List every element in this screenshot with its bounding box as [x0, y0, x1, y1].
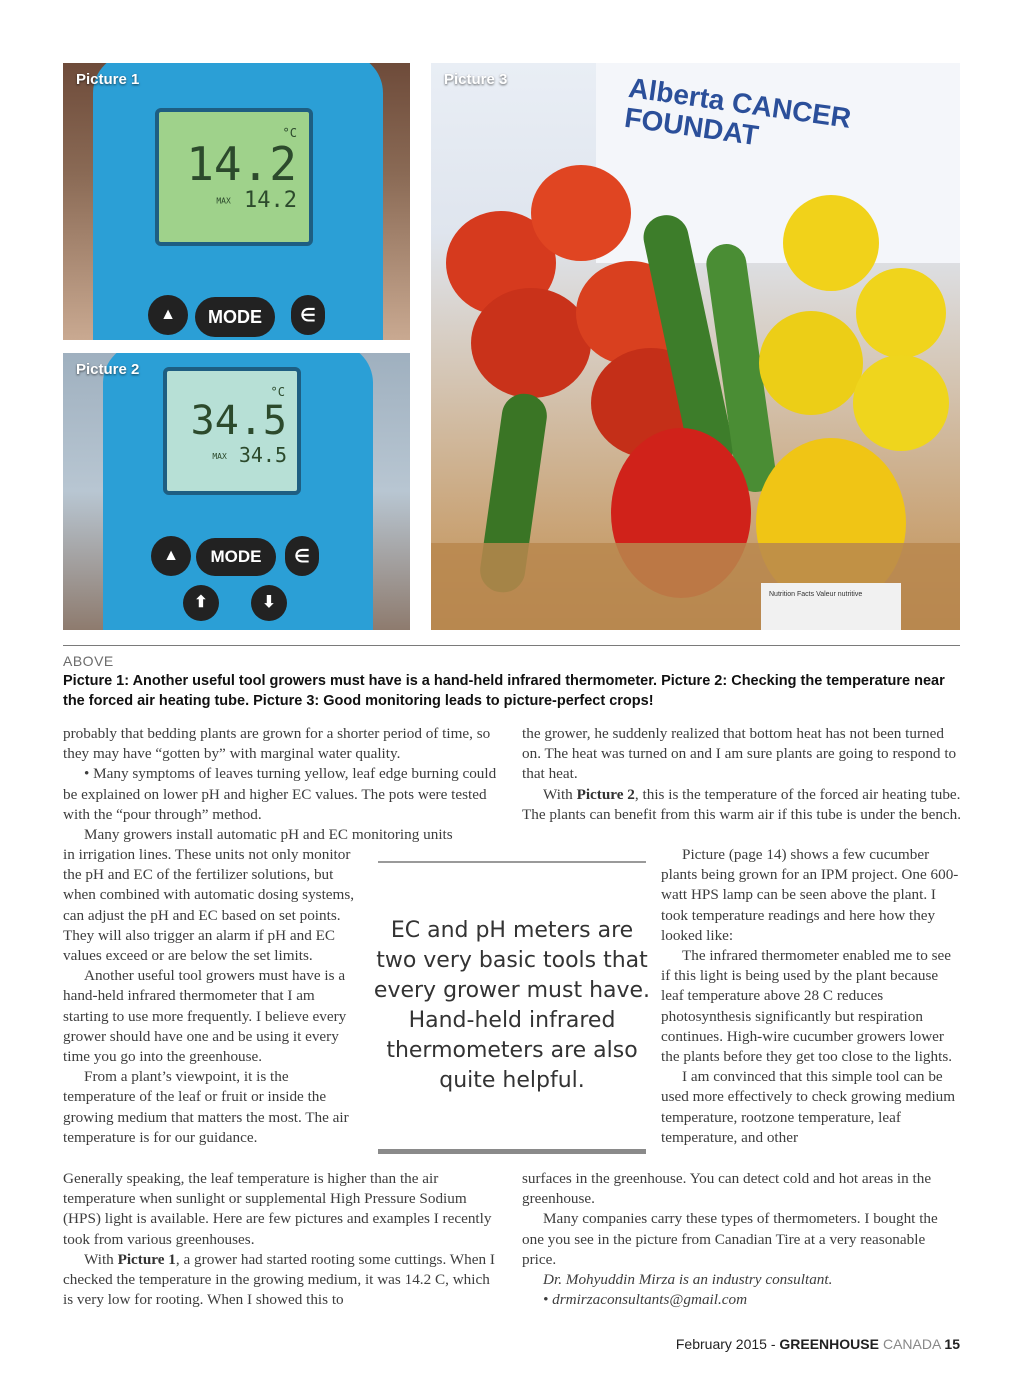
- picture-reference: Picture 2: [576, 785, 635, 803]
- paragraph: probably that bedding plants are grown for a shorter period of time, so they may have “gotten by” with marginal water quality.: [63, 725, 491, 763]
- paragraph: surfaces in the greenhouse. You can detect cold and hot areas in the greenhouse.: [522, 1170, 932, 1208]
- right-column-narrow: [661, 845, 961, 1148]
- laser-button: ▲: [151, 536, 191, 576]
- unit-button: ∈: [285, 536, 319, 576]
- paragraph: • Many symptoms of leaves turning yellow, leaf edge burning could be explained on lower pH and higher EC values. The pots were tested with the “pour through” method.: [63, 765, 497, 823]
- thermometer-display: [155, 108, 313, 246]
- caption-text: Picture 1: Another useful tool growers must have is a hand-held infrared thermometer. Picture 2: Checking the temperature near the forced air heating tube. Picture 3: Good monitoring leads to picture-perfect crops!: [63, 673, 945, 709]
- display-reading: 34.5: [190, 398, 287, 444]
- paragraph: I am convinced that this simple tool can be used more effectively to check growing medium temperature, rootzone temperature, leaf temperature, and other: [661, 1068, 956, 1146]
- left-column-bottom: [63, 1169, 503, 1310]
- caption-heading: ABOVE: [63, 653, 114, 669]
- paragraph: [522, 785, 962, 825]
- page-footer: [676, 1336, 960, 1352]
- pull-quote-bottom-rule: [378, 1149, 646, 1154]
- text-run: With: [543, 785, 577, 803]
- picture-1-label: Picture 1: [76, 71, 140, 88]
- thermometer-display: [163, 367, 301, 495]
- magazine-name-bold: GREENHOUSE: [779, 1336, 879, 1352]
- display-reading: 14.2: [186, 137, 297, 191]
- issue-date: February 2015 -: [675, 1336, 776, 1352]
- page-number: 15: [944, 1336, 960, 1352]
- nutrition-facts-label: Nutrition Facts Valeur nutritive: [769, 591, 863, 598]
- mode-button: MODE: [196, 538, 276, 576]
- laser-button: ▲: [148, 295, 188, 335]
- paragraph: Many growers install automatic pH and EC monitoring units: [84, 826, 453, 844]
- left-column-top: [63, 724, 503, 845]
- right-column-bottom: [522, 1169, 962, 1310]
- produce-basket-illustration: [431, 63, 960, 630]
- paragraph: From a plant’s viewpoint, it is the temperature of the leaf or fruit or inside the growing medium that matters the most. The air temperature is for our guidance.: [63, 1068, 349, 1146]
- text-run: , this is the temperature of the forced air heating tube. The plants can benefit from this warm air if this tube is under the bench.: [522, 785, 962, 823]
- left-column-narrow: [63, 845, 363, 1148]
- mode-button: MODE: [195, 297, 275, 337]
- author-email: • drmirzaconsultants@gmail.com: [543, 1291, 748, 1309]
- picture-2-photo: [63, 353, 410, 630]
- pull-quote-top-rule: [378, 861, 646, 863]
- picture-reference: Picture 1: [117, 1250, 176, 1268]
- banner-text: Alberta CANCER FOUNDAT: [622, 72, 853, 152]
- unit-button: ∈: [291, 295, 325, 335]
- display-unit: °C: [282, 126, 297, 140]
- pull-quote: EC and pH meters are two very basic tools that every grower must have. Hand-held infrared thermometers are also quite helpful.: [373, 918, 651, 1093]
- display-max-label: MAX: [216, 196, 231, 206]
- up-arrow-icon: ⬆: [183, 585, 219, 621]
- text-run: , a grower had started rooting some cuttings. When I checked the temperature in the growing medium, it was 14.2 C, which is very low for rooting. When I showed this to: [63, 1250, 495, 1309]
- caption-rule: [63, 645, 960, 646]
- magazine-name-light: CANADA: [882, 1336, 941, 1352]
- picture-3-label: Picture 3: [444, 71, 508, 88]
- picture-2-label: Picture 2: [76, 361, 140, 378]
- down-arrow-icon: ⬇: [251, 585, 287, 621]
- paragraph: the grower, he suddenly realized that bottom heat has not been turned on. The heat was turned on and I am sure plants are going to respond to that heat.: [522, 725, 957, 783]
- paragraph: The infrared thermometer enabled me to see if this light is being used by the plant because leaf temperature above 28 C reduces photosynthesis significantly but respiration continues. High-wire cucumber growers lower the plants before they get too close to the lights.: [661, 947, 953, 1066]
- paragraph: Generally speaking, the leaf temperature is higher than the air temperature when sunlight or supplemental High Pressure Sodium (HPS) light is available. Here are few pictures and examples I recently took from various greenhouses.: [63, 1170, 492, 1248]
- author-byline: Dr. Mohyuddin Mirza is an industry consultant.: [543, 1271, 833, 1289]
- picture-3-photo: [431, 63, 960, 630]
- paragraph: Many companies carry these types of thermometers. I bought the one you see in the picture from Canadian Tire at a very reasonable price.: [522, 1210, 938, 1268]
- picture-1-photo: [63, 63, 410, 340]
- display-max-reading: 34.5: [238, 443, 287, 467]
- right-column-top: [522, 724, 962, 825]
- display-max-reading: 14.2: [244, 188, 297, 213]
- display-max-label: MAX: [212, 452, 227, 461]
- paragraph: Another useful tool growers must have is a hand-held infrared thermometer that I am starting to use more frequently. I believe every grower should have one and be using it every time you go into the greenhouse.: [63, 967, 347, 1066]
- paragraph: Picture (page 14) shows a few cucumber plants being grown for an IPM project. One 600-watt HPS lamp can be seen above the plant. I took temperature readings and here how they looked like:: [661, 846, 959, 944]
- text-run: With: [84, 1250, 118, 1268]
- paragraph: [63, 1250, 503, 1311]
- display-unit: °C: [270, 385, 285, 399]
- paragraph: in irrigation lines. These units not only monitor the pH and EC of the fertilizer solutions, but when combined with automatic dosing systems, can adjust the pH and EC based on set points. They will also trigger an alarm if pH and EC values exceed or are below the set limits.: [63, 846, 355, 965]
